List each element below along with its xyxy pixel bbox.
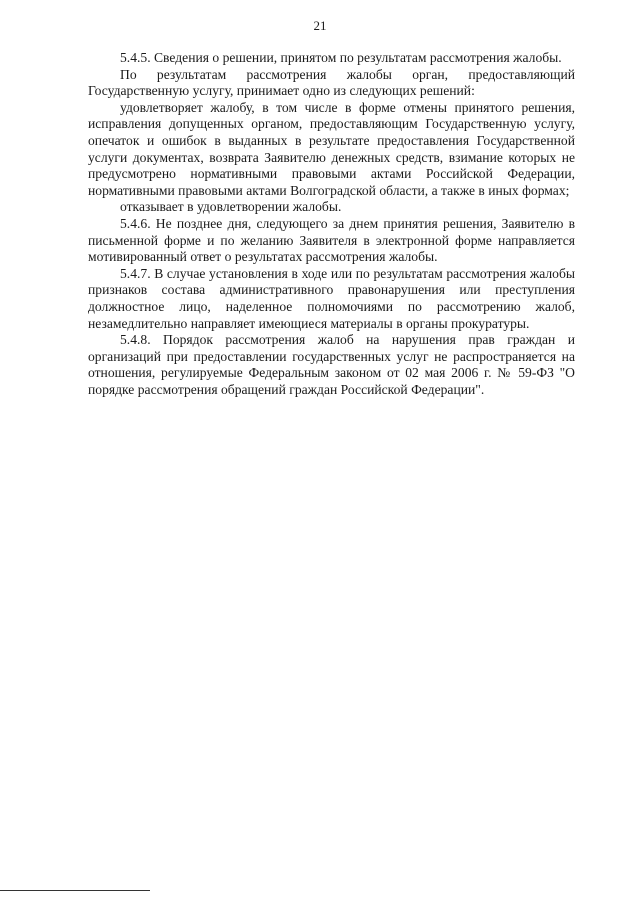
- paragraph-refuse-complaint: отказывает в удовлетворении жалобы.: [120, 199, 342, 215]
- page-number: 21: [313, 18, 327, 33]
- paragraph-decision-intro: По результатам рассмотрения жалобы орган, предоставляющий Государственную услугу, принимает одно из следующих решений:: [88, 66, 575, 99]
- paragraph-satisfy-complaint: удовлетворяет жалобу, в том числе в форме отмены принятого решения, исправления допущенных органом, предоставляющим Государственную услугу, опечаток и ошибок в выданных в результате предоставления Государственной услуги документах, возврата Заявителю денежных средств, взимание которых не предусмотрено нормативными правовыми актами Российской Федерации, нормативными правовыми актами Волгоградской области, а также в иных формах;: [88, 99, 575, 198]
- paragraph-5-4-6: 5.4.6. Не позднее дня, следующего за днем принятия решения, Заявителю в письменной форме и по желанию Заявителя в электронной форме направляется мотивированный ответ о результатах рассмотрения жалобы.: [88, 215, 575, 265]
- paragraph-5-4-5: 5.4.5. Сведения о решении, принятом по результатам рассмотрения жалобы.: [120, 50, 562, 65]
- paragraph-5-4-7: 5.4.7. В случае установления в ходе или по результатам рассмотрения жалобы признаков состава административного правонарушения или преступления должностное лицо, наделенное полномочиями по рассмотрению жалоб, незамедлительно направляет имеющиеся материалы в органы прокуратуры.: [88, 265, 575, 331]
- footer-rule: [0, 890, 150, 891]
- document-body: [88, 50, 575, 398]
- paragraph-5-4-8: 5.4.8. Порядок рассмотрения жалоб на нарушения прав граждан и организаций при предоставлении государственных услуг не распространяется на отношения, регулируемые Федеральным законом от 02 мая 2006 г. № 59-ФЗ "О порядке рассмотрения обращений граждан Российской Федерации".: [88, 332, 575, 397]
